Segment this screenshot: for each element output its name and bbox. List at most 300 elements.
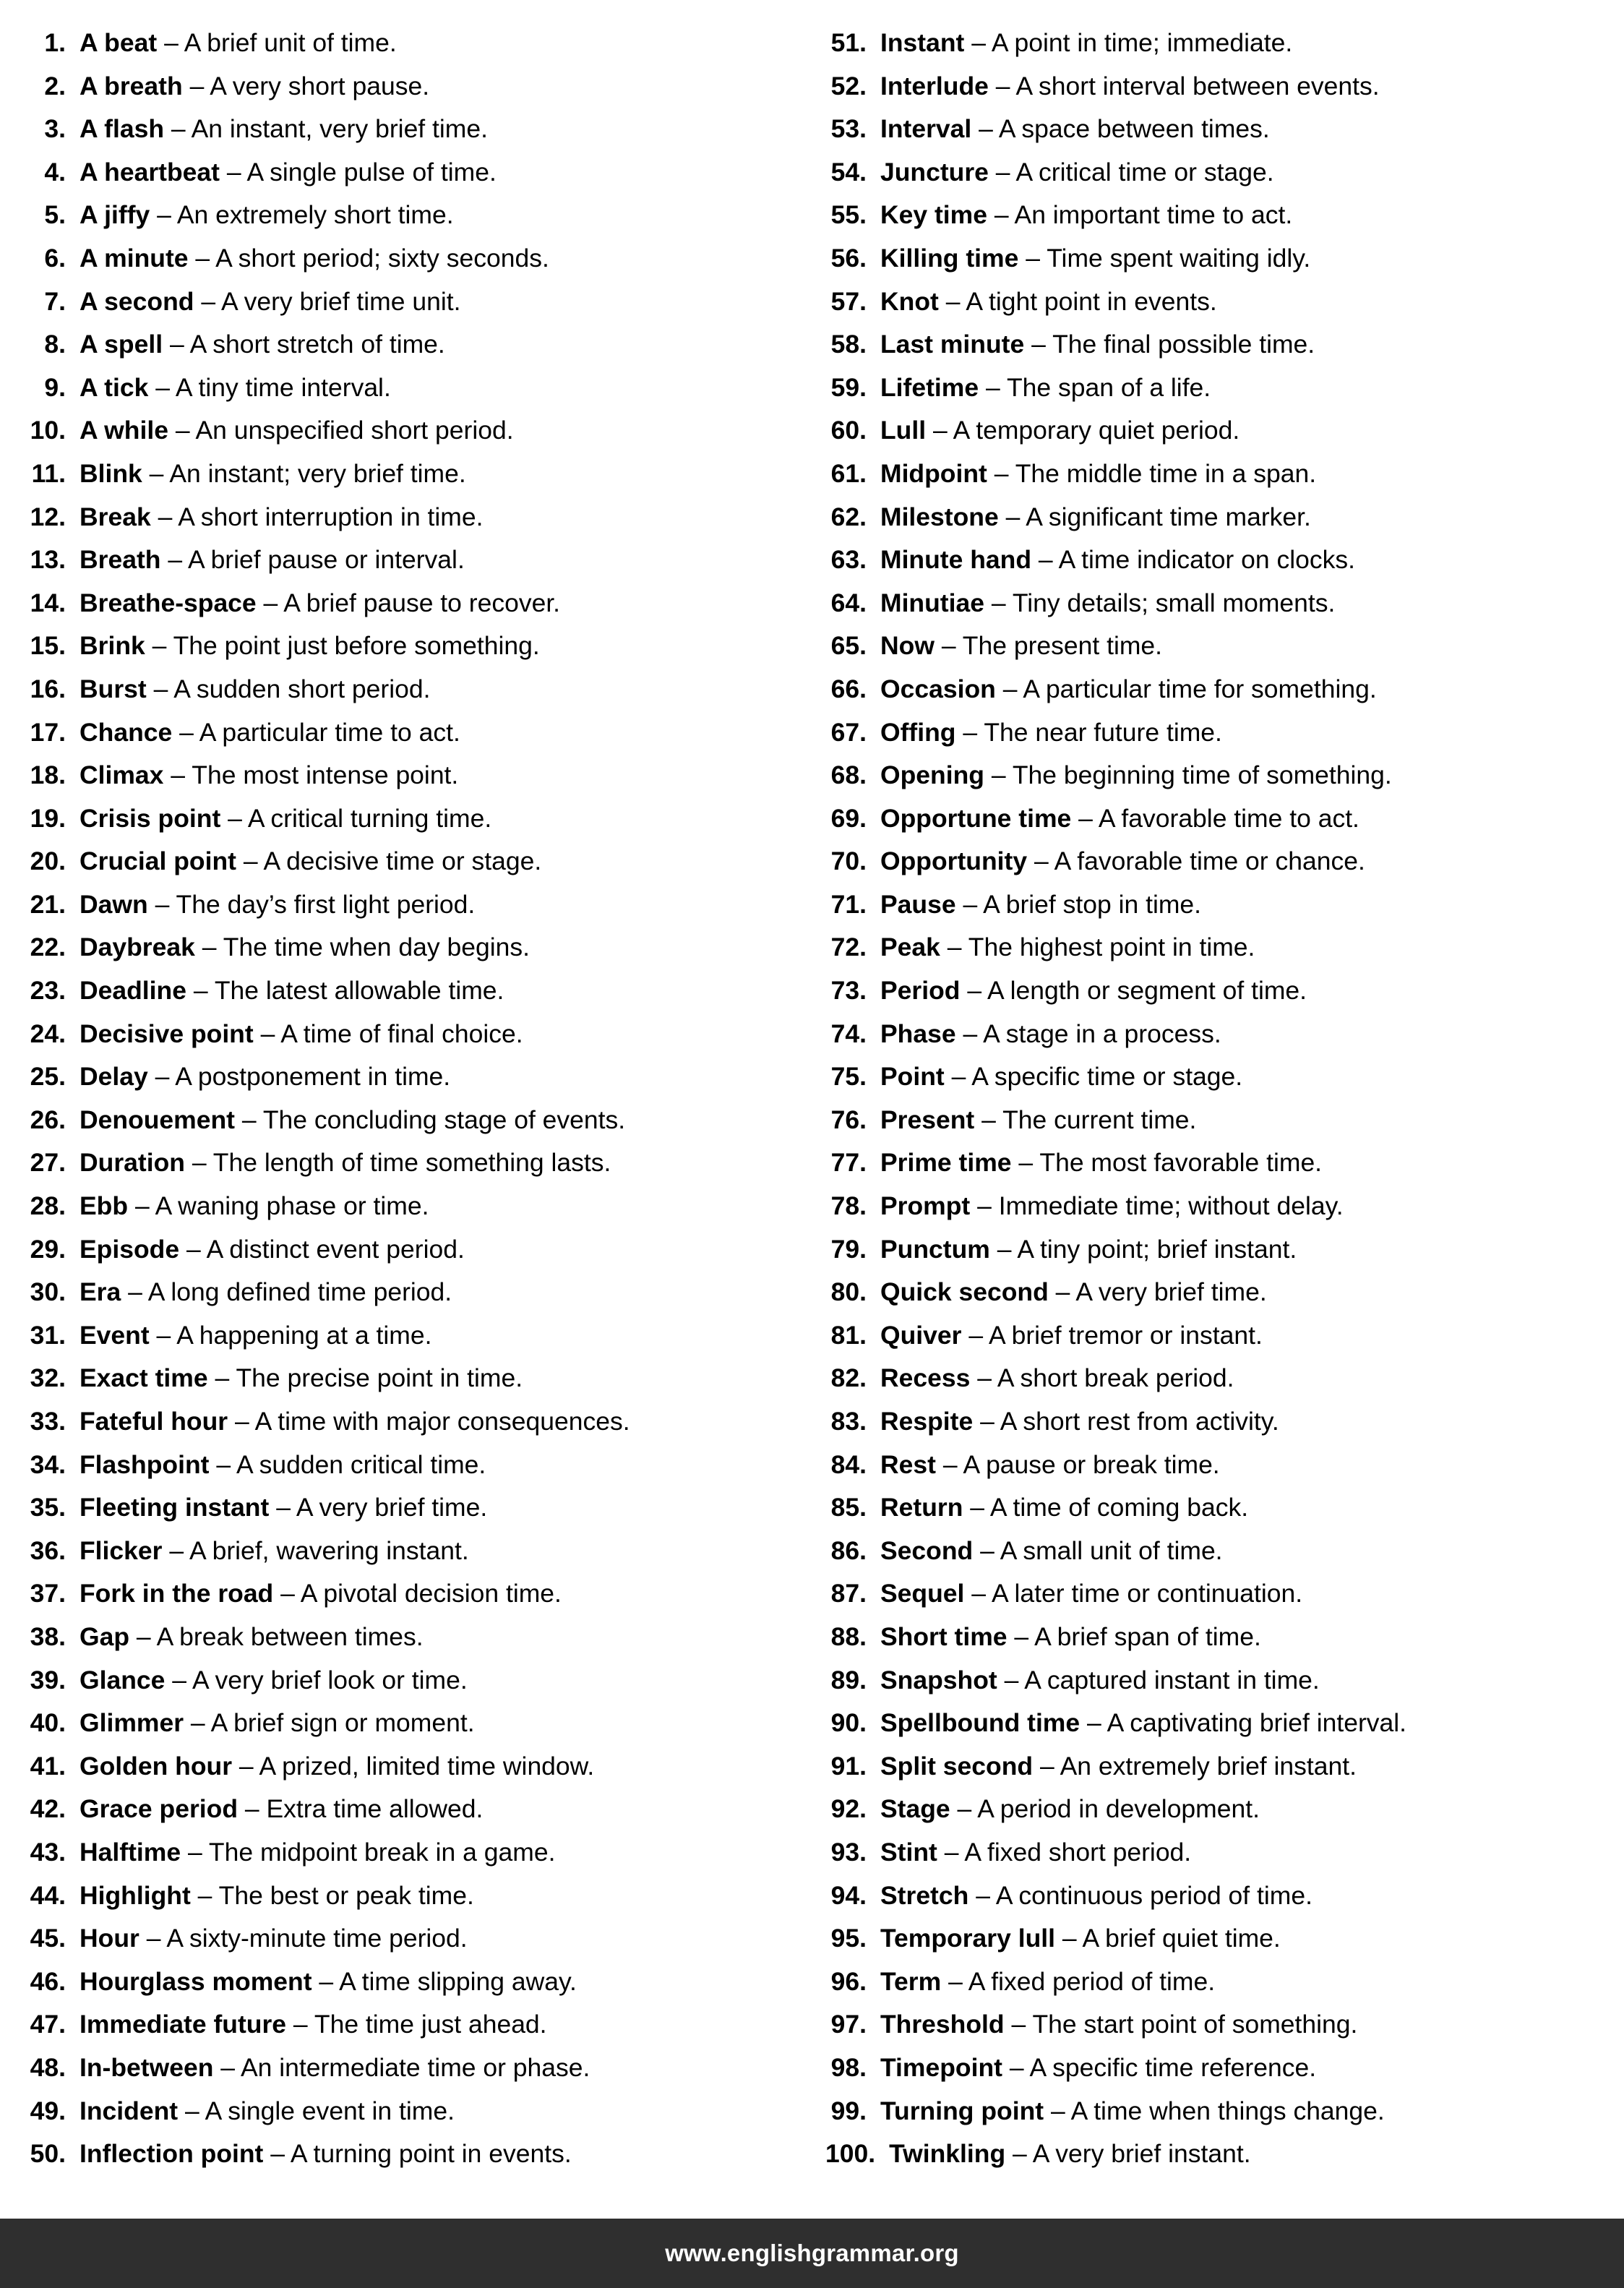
- list-item-number: 84.: [830, 1449, 867, 1479]
- list-item-number: 41.: [30, 1751, 66, 1781]
- list-item-number: 9.: [44, 372, 66, 402]
- list-item-number: 94.: [830, 1880, 867, 1910]
- list-item-term: Crisis point: [80, 803, 221, 833]
- list-item-definition: A break between times.: [156, 1621, 424, 1651]
- list-item-definition: An instant, very brief time.: [191, 114, 488, 144]
- list-item-number: 26.: [30, 1105, 66, 1134]
- list-item-definition: A tiny point; brief instant.: [1017, 1234, 1297, 1264]
- list-item: [25, 453, 798, 496]
- list-item-separator: –: [155, 1062, 170, 1092]
- list-item-term: Event: [80, 1320, 150, 1350]
- list-item: [25, 367, 798, 410]
- list-item-term: Rest: [880, 1449, 936, 1479]
- list-item-definition: A prized, limited time window.: [259, 1751, 595, 1781]
- list-item-term: Flicker: [80, 1535, 163, 1565]
- list-item-separator: –: [957, 1794, 972, 1824]
- list-item-separator: –: [1078, 803, 1093, 833]
- list-item-number: 93.: [830, 1837, 867, 1867]
- list-item-number: 51.: [830, 28, 867, 57]
- list-item: [825, 2003, 1599, 2047]
- list-item-number: 71.: [830, 889, 867, 919]
- list-item-number: 90.: [830, 1708, 867, 1738]
- list-item-body: [80, 237, 549, 280]
- list-item-definition: The length of time something lasts.: [212, 1148, 611, 1178]
- list-item-number: 76.: [830, 1105, 867, 1134]
- list-item-number: 99.: [830, 2096, 867, 2125]
- list-item: [25, 1961, 798, 2004]
- list-item-term: Gap: [80, 1621, 130, 1651]
- list-item-number: 63.: [830, 545, 867, 575]
- list-item-term: Glance: [80, 1665, 166, 1694]
- list-item: [25, 409, 798, 453]
- list-item-separator: –: [977, 1191, 992, 1221]
- list-item-body: [880, 1917, 1281, 1961]
- list-item-definition: A pause or break time.: [963, 1449, 1220, 1479]
- list-item: [825, 323, 1599, 367]
- list-item: [825, 1702, 1599, 1745]
- list-item-number: 20.: [30, 847, 66, 876]
- list-item-body: [889, 2133, 1250, 2176]
- list-item-definition: The middle time in a span.: [1015, 458, 1317, 488]
- list-item-body: [80, 1788, 483, 1831]
- list-item-definition: A short period; sixty seconds.: [215, 243, 549, 273]
- list-item: [25, 1745, 798, 1788]
- list-item-separator: –: [197, 1880, 212, 1910]
- list-item-definition: Tiny details; small moments.: [1012, 588, 1336, 617]
- list-item-definition: A length or segment of time.: [987, 976, 1307, 1006]
- list-item-body: [880, 711, 1222, 755]
- list-item: [25, 1788, 798, 1831]
- list-item-body: [880, 1745, 1357, 1788]
- list-item: [825, 1055, 1599, 1099]
- list-item-body: [880, 1659, 1320, 1702]
- list-item-definition: The day’s first light period.: [176, 889, 476, 919]
- list-item-body: [880, 108, 1270, 151]
- list-item-number: 77.: [830, 1148, 867, 1178]
- list-item-separator: –: [963, 717, 978, 747]
- column-left: [25, 22, 798, 2288]
- list-item-separator: –: [995, 71, 1010, 100]
- list-item-number: 72.: [830, 933, 867, 962]
- list-item-definition: The time just ahead.: [314, 2010, 547, 2039]
- list-item-body: [80, 711, 460, 755]
- list-item: [25, 2003, 798, 2047]
- list-item-body: [880, 237, 1310, 280]
- list-item-definition: A small unit of time.: [1000, 1535, 1223, 1565]
- list-item-body: [880, 1141, 1322, 1185]
- list-item-separator: –: [944, 1837, 959, 1867]
- list-item-separator: –: [149, 458, 164, 488]
- list-item: [825, 1616, 1599, 1659]
- list-item-separator: –: [186, 1234, 201, 1264]
- list-item: [25, 1099, 798, 1142]
- list-item-term: Spellbound time: [880, 1708, 1080, 1738]
- list-item-term: Lull: [880, 416, 927, 445]
- list-item-separator: –: [179, 717, 194, 747]
- list-item-separator: –: [985, 372, 1000, 402]
- list-item: [825, 1444, 1599, 1487]
- list-item: [25, 969, 798, 1013]
- list-item-term: Threshold: [880, 2010, 1005, 2039]
- list-item-definition: A brief tremor or instant.: [989, 1320, 1263, 1350]
- list-item-separator: –: [947, 933, 962, 962]
- list-item: [25, 797, 798, 841]
- list-item: [825, 1185, 1599, 1228]
- list-item-definition: A short interval between events.: [1015, 71, 1380, 100]
- list-item-body: [880, 194, 1292, 237]
- list-item-term: Recess: [880, 1363, 971, 1393]
- list-item-separator: –: [980, 1407, 994, 1436]
- list-item: [25, 1228, 798, 1272]
- list-item-number: 27.: [30, 1148, 66, 1178]
- list-item-body: [880, 840, 1365, 883]
- list-item-body: [880, 151, 1274, 194]
- list-item-separator: –: [1026, 243, 1040, 273]
- list-item: [825, 2090, 1599, 2133]
- list-item-number: 81.: [830, 1320, 867, 1350]
- list-item-separator: –: [152, 631, 167, 661]
- list-item: [825, 280, 1599, 324]
- list-item-definition: A stage in a process.: [983, 1019, 1221, 1048]
- list-item-number: 54.: [830, 157, 867, 187]
- list-item-separator: –: [239, 1751, 254, 1781]
- list-item: [825, 1013, 1599, 1056]
- list-item: [25, 237, 798, 280]
- list-item: [25, 1831, 798, 1874]
- list-item-definition: A captivating brief interval.: [1107, 1708, 1407, 1738]
- list-item-body: [80, 1616, 424, 1659]
- column-right: [825, 22, 1599, 2288]
- list-item-body: [80, 280, 460, 324]
- list-item-term: Crucial point: [80, 847, 236, 876]
- list-item-number: 4.: [44, 157, 66, 187]
- list-item-term: A jiffy: [80, 200, 150, 230]
- list-item-body: [80, 582, 560, 625]
- list-item-separator: –: [1018, 1148, 1034, 1178]
- list-item-number: 59.: [830, 372, 867, 402]
- list-item-term: Twinkling: [889, 2139, 1006, 2169]
- list-item-definition: A very brief time.: [296, 1493, 488, 1522]
- list-item-definition: A time of coming back.: [989, 1493, 1249, 1522]
- list-item: [25, 1271, 798, 1314]
- list-item-number: 3.: [44, 114, 66, 144]
- list-item-body: [80, 1314, 432, 1358]
- list-item-definition: A time indicator on clocks.: [1058, 545, 1355, 575]
- list-item: [825, 926, 1599, 969]
- list-item-number: 97.: [830, 2010, 867, 2039]
- list-item-number: 40.: [30, 1708, 66, 1738]
- list-item-separator: –: [971, 1579, 987, 1608]
- list-item-separator: –: [134, 1191, 150, 1221]
- list-item-number: 57.: [830, 286, 867, 316]
- list-item-separator: –: [1034, 847, 1049, 876]
- list-item-separator: –: [1013, 2139, 1027, 2169]
- list-item: [825, 582, 1599, 625]
- list-item: [825, 797, 1599, 841]
- list-item: [825, 2133, 1599, 2176]
- list-item-definition: A captured instant in time.: [1024, 1665, 1320, 1694]
- list-item-separator: –: [1055, 1277, 1070, 1307]
- list-item-term: Halftime: [80, 1837, 181, 1867]
- list-item-term: Highlight: [80, 1880, 191, 1910]
- list-item-body: [880, 1702, 1406, 1745]
- list-item: [825, 1357, 1599, 1400]
- list-item-number: 58.: [830, 330, 867, 359]
- list-item: [25, 1874, 798, 1918]
- list-item-body: [880, 409, 1240, 453]
- list-item-definition: A postponement in time.: [175, 1062, 451, 1092]
- list-item-number: 89.: [830, 1665, 867, 1694]
- list-item: [25, 323, 798, 367]
- list-item-separator: –: [1004, 1665, 1019, 1694]
- list-item: [825, 1314, 1599, 1358]
- list-item-separator: –: [981, 1105, 996, 1134]
- list-item-number: 22.: [30, 933, 66, 962]
- list-item: [825, 1486, 1599, 1530]
- list-item-body: [880, 754, 1392, 797]
- list-item-term: Stint: [880, 1837, 937, 1867]
- list-item-definition: Extra time allowed.: [266, 1794, 484, 1824]
- list-item-number: 61.: [830, 458, 867, 488]
- list-item: [825, 1099, 1599, 1142]
- list-item: [825, 237, 1599, 280]
- list-item-number: 45.: [30, 1924, 66, 1953]
- list-item-separator: –: [201, 286, 216, 316]
- list-item-term: Chance: [80, 717, 173, 747]
- list-item-term: Short time: [880, 1621, 1008, 1651]
- list-item-definition: A distinct event period.: [206, 1234, 465, 1264]
- list-item-number: 70.: [830, 847, 867, 876]
- list-item-body: [880, 797, 1359, 841]
- list-item-definition: A single event in time.: [205, 2096, 455, 2125]
- list-item-body: [880, 2047, 1316, 2090]
- list-item: [25, 1917, 798, 1961]
- list-item-term: Incident: [80, 2096, 179, 2125]
- list-item-body: [880, 1788, 1260, 1831]
- list-item-separator: –: [995, 157, 1010, 187]
- list-item-term: Split second: [880, 1751, 1034, 1781]
- list-item: [25, 1141, 798, 1185]
- list-item-term: Burst: [80, 674, 147, 703]
- list-item-separator: –: [994, 200, 1009, 230]
- list-item-number: 43.: [30, 1837, 66, 1867]
- list-item-term: Phase: [880, 1019, 956, 1048]
- list-item-term: A flash: [80, 114, 165, 144]
- list-item-body: [80, 1659, 468, 1702]
- list-item-body: [880, 1185, 1344, 1228]
- list-item-number: 34.: [30, 1449, 66, 1479]
- list-item-definition: A particular time to act.: [199, 717, 460, 747]
- list-item-number: 75.: [830, 1062, 867, 1092]
- list-item-body: [80, 1486, 487, 1530]
- list-item-term: Juncture: [880, 157, 989, 187]
- list-item-definition: A brief stop in time.: [983, 889, 1202, 919]
- list-item-body: [880, 1486, 1248, 1530]
- list-item-term: A beat: [80, 28, 158, 57]
- list-item-separator: –: [215, 1363, 230, 1393]
- list-item-definition: A brief pause or interval.: [187, 545, 465, 575]
- list-item: [825, 453, 1599, 496]
- list-item-number: 60.: [830, 416, 867, 445]
- list-item-separator: –: [187, 1837, 202, 1867]
- list-item-number: 31.: [30, 1320, 66, 1350]
- list-item-body: [80, 22, 397, 65]
- list-item-number: 35.: [30, 1493, 66, 1522]
- list-item-definition: A particular time for something.: [1023, 674, 1377, 703]
- list-item: [25, 1314, 798, 1358]
- list-item-separator: –: [293, 2010, 308, 2039]
- list-item: [825, 711, 1599, 755]
- list-item-body: [80, 2047, 590, 2090]
- list-item-body: [880, 1831, 1191, 1874]
- list-item: [25, 668, 798, 711]
- list-item-body: [80, 926, 530, 969]
- list-item-body: [880, 453, 1316, 496]
- list-item: [25, 1357, 798, 1400]
- list-item: [25, 926, 798, 969]
- list-item-definition: A critical time or stage.: [1015, 157, 1274, 187]
- list-item-definition: A decisive time or stage.: [263, 847, 542, 876]
- list-item-number: 42.: [30, 1794, 66, 1824]
- list-item-term: Second: [880, 1535, 974, 1565]
- list-item-number: 24.: [30, 1019, 66, 1048]
- list-item-body: [880, 539, 1355, 582]
- list-item-term: Snapshot: [880, 1665, 997, 1694]
- list-item-definition: A brief quiet time.: [1082, 1924, 1281, 1953]
- list-item-definition: A very brief time unit.: [221, 286, 461, 316]
- list-item-term: Stretch: [880, 1880, 969, 1910]
- list-item-term: Opportunity: [880, 847, 1028, 876]
- list-item-number: 15.: [30, 631, 66, 661]
- list-item-term: Midpoint: [880, 458, 987, 488]
- list-item-number: 91.: [830, 1751, 867, 1781]
- list-item-separator: –: [991, 760, 1006, 790]
- list-item: [825, 1745, 1599, 1788]
- list-item-body: [80, 797, 491, 841]
- list-item-separator: –: [184, 2096, 199, 2125]
- list-item-term: Ebb: [80, 1191, 129, 1221]
- list-item: [825, 1961, 1599, 2004]
- list-item-body: [80, 1530, 469, 1573]
- list-item-term: Stage: [880, 1794, 950, 1824]
- list-item: [825, 65, 1599, 108]
- list-item-body: [80, 1185, 429, 1228]
- list-item-number: 66.: [830, 674, 867, 703]
- list-item-number: 53.: [830, 114, 867, 144]
- list-item: [25, 22, 798, 65]
- list-item-number: 47.: [30, 2010, 66, 2039]
- list-item: [825, 969, 1599, 1013]
- list-item-body: [80, 1961, 577, 2004]
- list-item-separator: –: [158, 502, 173, 531]
- list-item-body: [80, 1400, 630, 1444]
- list-item-body: [80, 1099, 625, 1142]
- list-item-body: [880, 280, 1217, 324]
- list-item-definition: A favorable time or chance.: [1054, 847, 1365, 876]
- list-item-definition: A waning phase or time.: [155, 1191, 429, 1221]
- list-item: [25, 65, 798, 108]
- list-item-definition: A short break period.: [997, 1363, 1234, 1393]
- list-item-term: Lifetime: [880, 372, 979, 402]
- list-item-term: Quiver: [880, 1320, 962, 1350]
- list-item-separator: –: [276, 1493, 291, 1522]
- list-item-separator: –: [169, 330, 184, 359]
- list-item-definition: A turning point in events.: [290, 2139, 572, 2169]
- list-item-number: 68.: [830, 760, 867, 790]
- list-item-body: [80, 323, 445, 367]
- list-item-separator: –: [976, 1880, 990, 1910]
- list-item-separator: –: [189, 71, 205, 100]
- list-item-body: [880, 1271, 1267, 1314]
- list-item-separator: –: [153, 674, 168, 703]
- list-item-definition: The time when day begins.: [223, 933, 530, 962]
- list-item-term: Break: [80, 502, 151, 531]
- list-item-term: Minute hand: [880, 545, 1032, 575]
- list-item: [825, 1831, 1599, 1874]
- list-item-number: 52.: [830, 71, 867, 100]
- list-item-separator: –: [146, 1924, 161, 1953]
- list-item-number: 23.: [30, 976, 66, 1006]
- list-item-definition: The current time.: [1002, 1105, 1197, 1134]
- list-item: [825, 625, 1599, 668]
- list-item: [25, 711, 798, 755]
- list-item: [825, 1788, 1599, 1831]
- list-item: [25, 582, 798, 625]
- list-item-term: Knot: [880, 286, 939, 316]
- list-item-definition: A critical turning time.: [247, 803, 492, 833]
- list-item-separator: –: [155, 372, 170, 402]
- list-item-body: [80, 496, 483, 539]
- list-item-body: [880, 582, 1335, 625]
- list-item-definition: A sudden short period.: [173, 674, 431, 703]
- list-item: [825, 883, 1599, 927]
- list-item-definition: A time with major consequences.: [254, 1407, 630, 1436]
- list-item-number: 17.: [30, 717, 66, 747]
- list-item-number: 38.: [30, 1621, 66, 1651]
- list-item: [825, 1572, 1599, 1616]
- list-item-definition: A pivotal decision time.: [300, 1579, 562, 1608]
- list-item-definition: The span of a life.: [1006, 372, 1211, 402]
- list-item-body: [880, 2090, 1385, 2133]
- list-item-separator: –: [971, 28, 986, 57]
- list-item-body: [80, 1141, 611, 1185]
- list-item: [25, 1530, 798, 1573]
- list-item-definition: A period in development.: [977, 1794, 1260, 1824]
- list-item: [825, 1530, 1599, 1573]
- list-item-separator: –: [171, 760, 186, 790]
- list-item-number: 64.: [830, 588, 867, 617]
- list-item: [25, 108, 798, 151]
- list-item: [25, 1013, 798, 1056]
- list-item-term: Era: [80, 1277, 121, 1307]
- list-item-number: 16.: [30, 674, 66, 703]
- list-item-number: 50.: [30, 2139, 66, 2169]
- list-item: [825, 1659, 1599, 1702]
- list-item: [825, 1271, 1599, 1314]
- list-item-number: 7.: [44, 286, 66, 316]
- list-item-separator: –: [1002, 674, 1018, 703]
- list-item: [825, 367, 1599, 410]
- list-item-term: Turning point: [880, 2096, 1044, 2125]
- list-item-number: 96.: [830, 1966, 867, 1996]
- list-item-number: 44.: [30, 1880, 66, 1910]
- list-item-number: 65.: [830, 631, 867, 661]
- list-item-body: [80, 2003, 547, 2047]
- list-item: [25, 1444, 798, 1487]
- list-item-separator: –: [172, 1665, 187, 1694]
- list-item-separator: –: [968, 1320, 984, 1350]
- list-item-number: 12.: [30, 502, 66, 531]
